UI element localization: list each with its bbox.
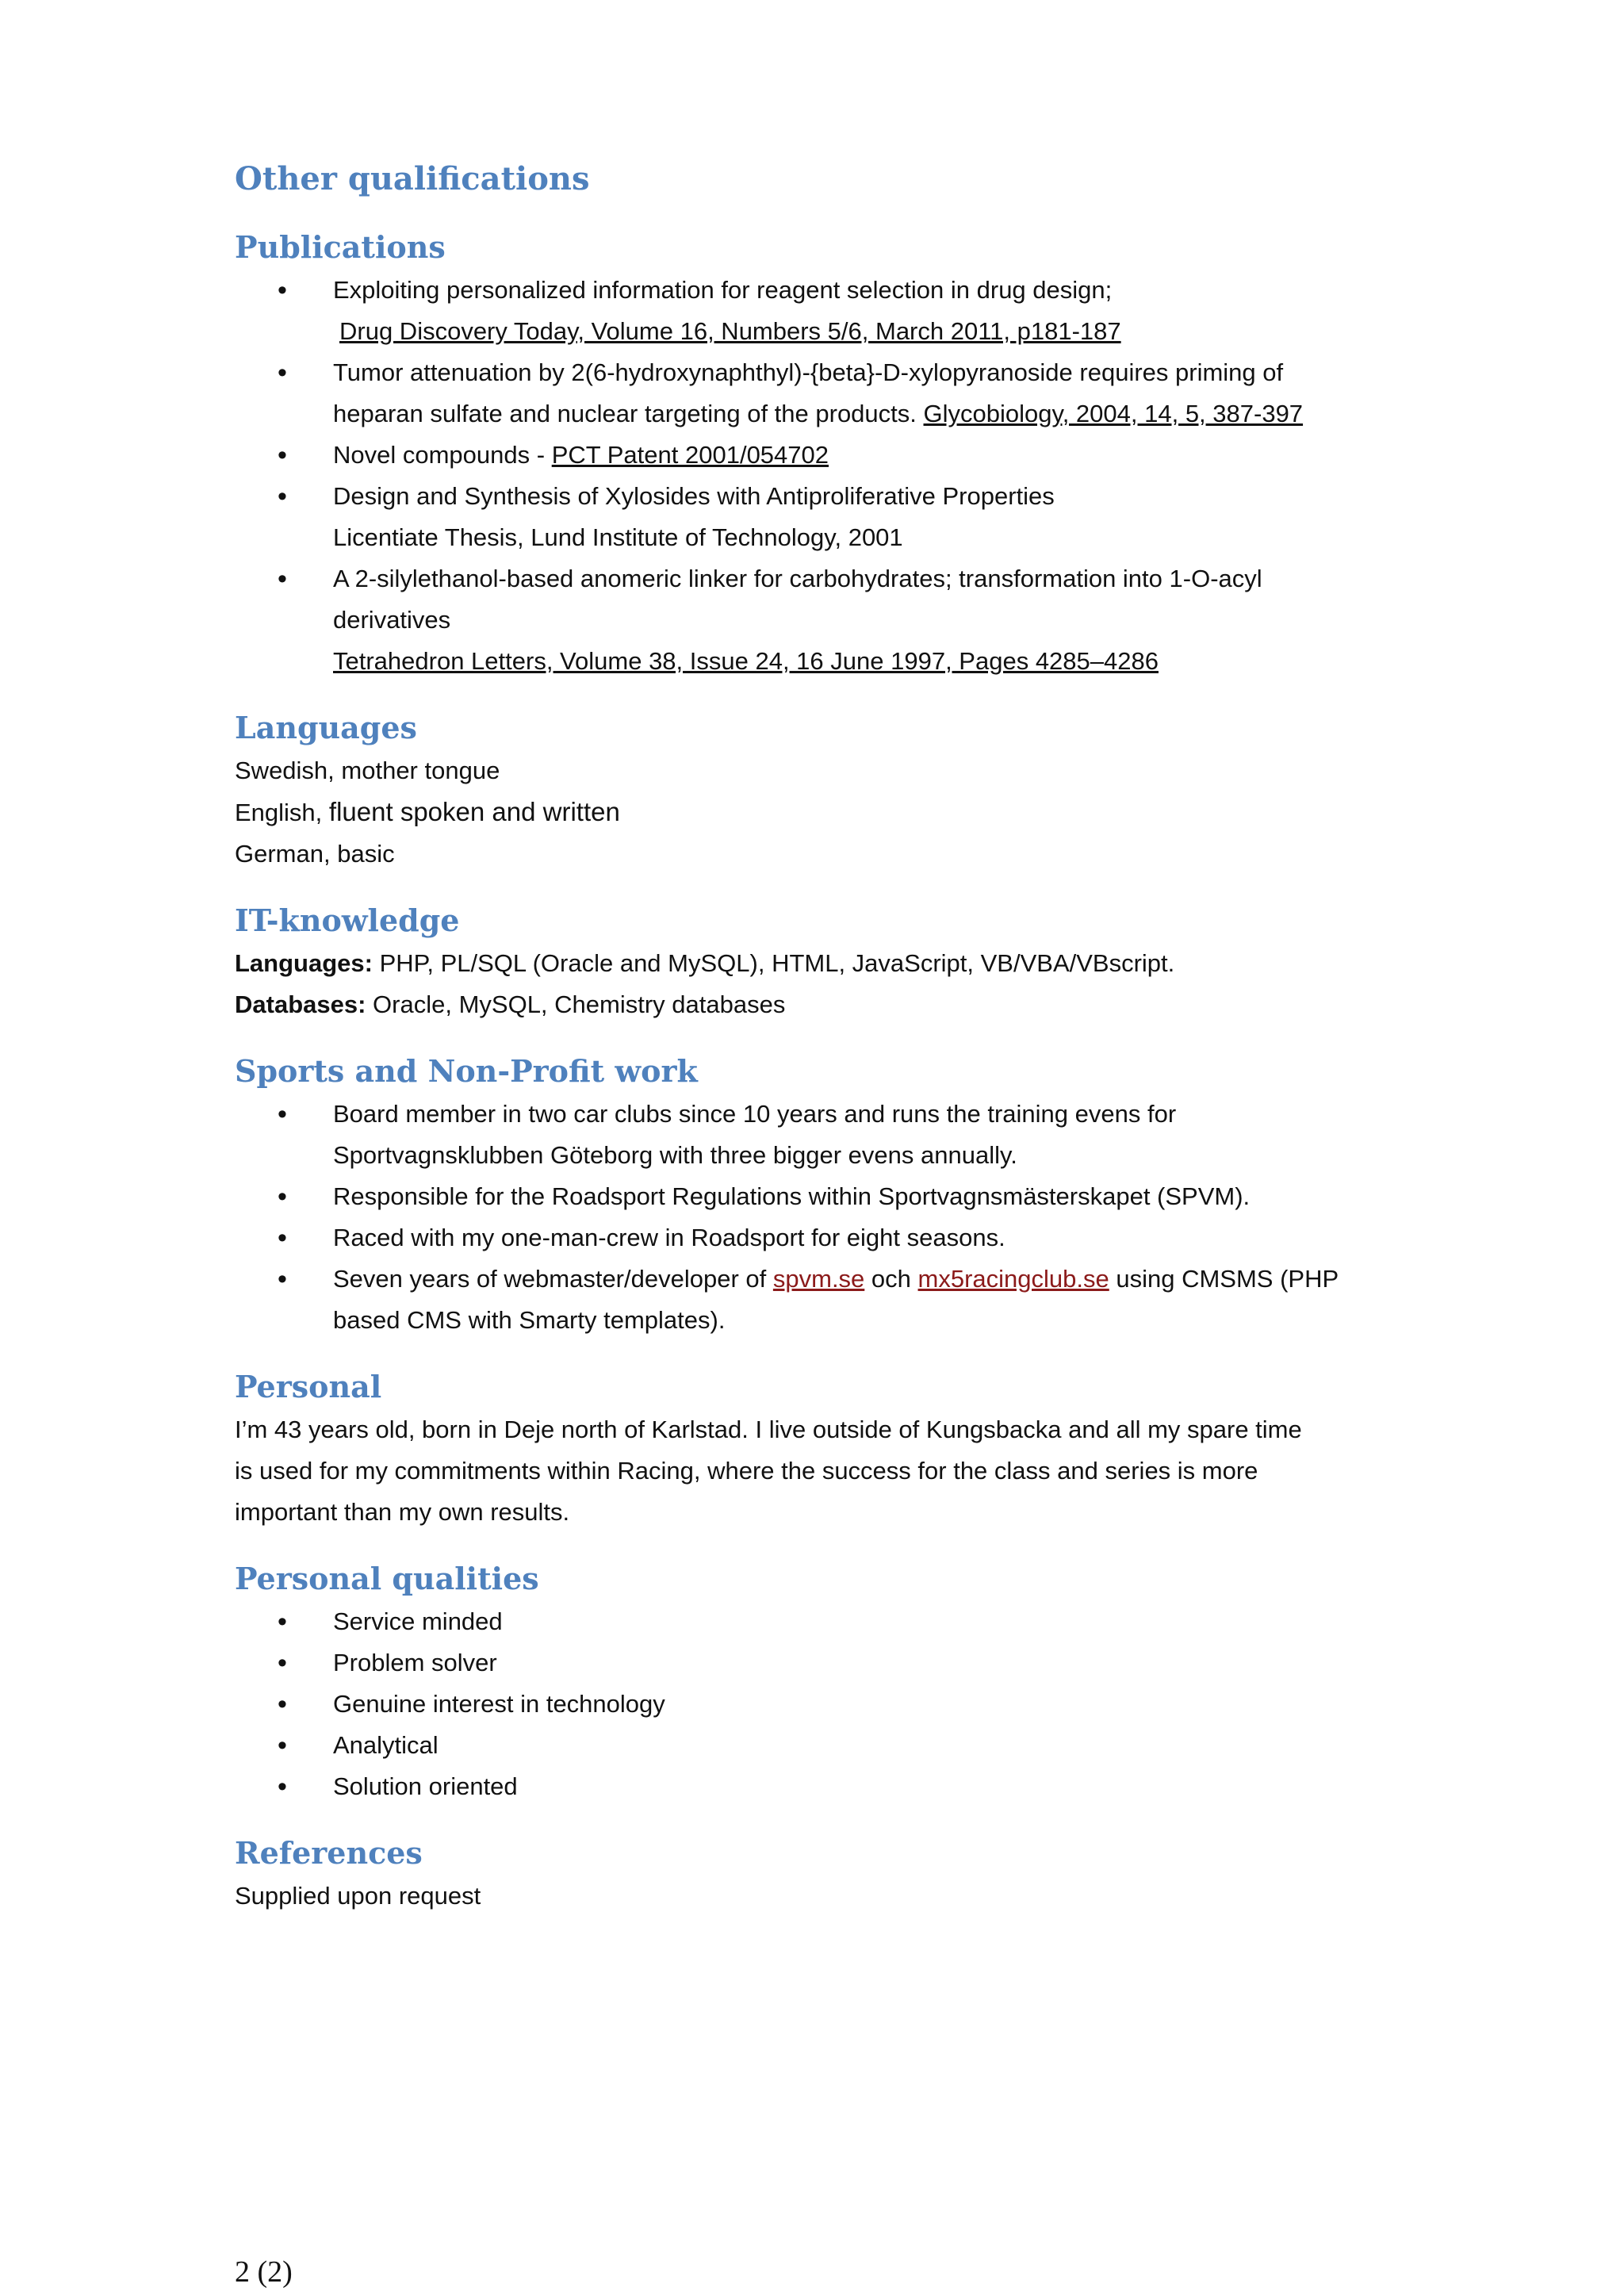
qualities-title: Personal qualities [235,1561,539,1596]
sports-text: • Board member in two car clubs since 10 years and runs the training evens for [333,1100,1177,1128]
language-name: English, [235,799,323,826]
qualities-list [235,1601,1392,1807]
publication-text: derivatives [333,606,451,634]
sports-text: Sportvagnsklubben Göteborg with three bigger evens annually. [333,1141,1017,1169]
publication-source: Licentiate Thesis, Lund Institute of Technology, 2001 [333,523,903,551]
it-row [235,943,1392,984]
sports-section [235,1049,1392,1341]
publication-reference: PCT Patent 2001/054702 [551,441,829,469]
list-item [333,435,1392,476]
personal-line: important than my own results. [235,1498,570,1526]
it-knowledge-section [235,898,1392,1025]
sports-text: using CMSMS (PHP [1116,1265,1339,1293]
it-row [235,984,1392,1025]
references-text: Supplied upon request [235,1882,481,1910]
language-line [235,791,1392,833]
list-item: • Analytical [333,1725,1392,1766]
list-item [333,352,1392,435]
list-item [333,270,1392,352]
languages-section [235,706,1392,875]
list-item [333,1259,1392,1341]
list-item: • Genuine interest in technology [333,1684,1392,1725]
personal-line: is used for my commitments within Racing, where the success for the class and series is more [235,1457,1258,1485]
language-level: fluent spoken and written [328,797,620,826]
publication-text: Novel compounds - [333,441,546,469]
personal-line: I’m 43 years old, born in Deje north of Karlstad. I live outside of Kungsbacka and all my spare time [235,1416,1302,1443]
publication-reference: Glycobiology, 2004, 14, 5, 387-397 [923,400,1304,427]
publications-title: Publications [235,229,446,265]
sports-text: och [871,1265,911,1293]
publications-section [235,225,1392,682]
references-section [235,1831,1392,1917]
it-label: Databases: [235,990,366,1018]
document-content [235,155,1392,1941]
list-item [333,476,1392,558]
list-item [333,1176,1392,1217]
sports-text: • Raced with my one-man-crew in Roadsport for eight seasons. [333,1224,1005,1251]
it-value: Oracle, MySQL, Chemistry databases [373,990,786,1018]
language-line: German, basic [235,840,395,868]
list-item [333,1217,1392,1259]
it-knowledge-title: IT-knowledge [235,902,460,938]
publication-text: • A 2-silylethanol-based anomeric linker for carbohydrates; transformation into 1-O-acyl [333,565,1262,592]
references-title: References [235,1835,423,1871]
personal-title: Personal [235,1369,382,1404]
it-value: PHP, PL/SQL (Oracle and MySQL), HTML, JavaScript, VB/VBA/VBscript. [379,949,1175,977]
sports-text: based CMS with Smarty templates). [333,1306,726,1334]
publication-text: heparan sulfate and nuclear targeting of the products. [333,400,917,427]
publication-text: • Exploiting personalized information for reagent selection in drug design; [333,276,1113,304]
publications-list [235,270,1392,682]
spvm-link[interactable]: spvm.se [772,1265,865,1293]
languages-title: Languages [235,710,417,745]
sports-list [235,1094,1392,1341]
it-label: Languages: [235,949,373,977]
sports-text: Seven years of webmaster/developer of [333,1265,767,1293]
publication-text: • Tumor attenuation by 2(6-hydroxynaphthyl)-{beta}-D-xylopyranoside requires priming of [333,358,1284,386]
sports-text: • Responsible for the Roadsport Regulations within Sportvagnsmästerskapet (SPVM). [333,1182,1251,1210]
language-line: Swedish, mother tongue [235,757,500,784]
list-item [333,558,1392,682]
list-item: • Solution oriented [333,1766,1392,1807]
personal-section [235,1365,1392,1533]
publication-text: • Design and Synthesis of Xylosides with Antiproliferative Properties [333,482,1055,510]
mx5racingclub-link[interactable]: mx5racingclub.se [917,1265,1109,1293]
publication-reference: Drug Discovery Today, Volume 16, Numbers 5/6, March 2011, p181-187 [339,317,1121,345]
list-item: • Service minded [333,1601,1392,1642]
publication-reference: Tetrahedron Letters, Volume 38, Issue 24, 16 June 1997, Pages 4285–4286 [333,647,1159,675]
page-heading: Other qualifications [235,160,590,197]
page-number: 2 (2) [235,2255,293,2289]
qualities-section [235,1557,1392,1807]
list-item: • Problem solver [333,1642,1392,1684]
sports-title: Sports and Non-Profit work [235,1053,698,1089]
list-item [333,1094,1392,1176]
